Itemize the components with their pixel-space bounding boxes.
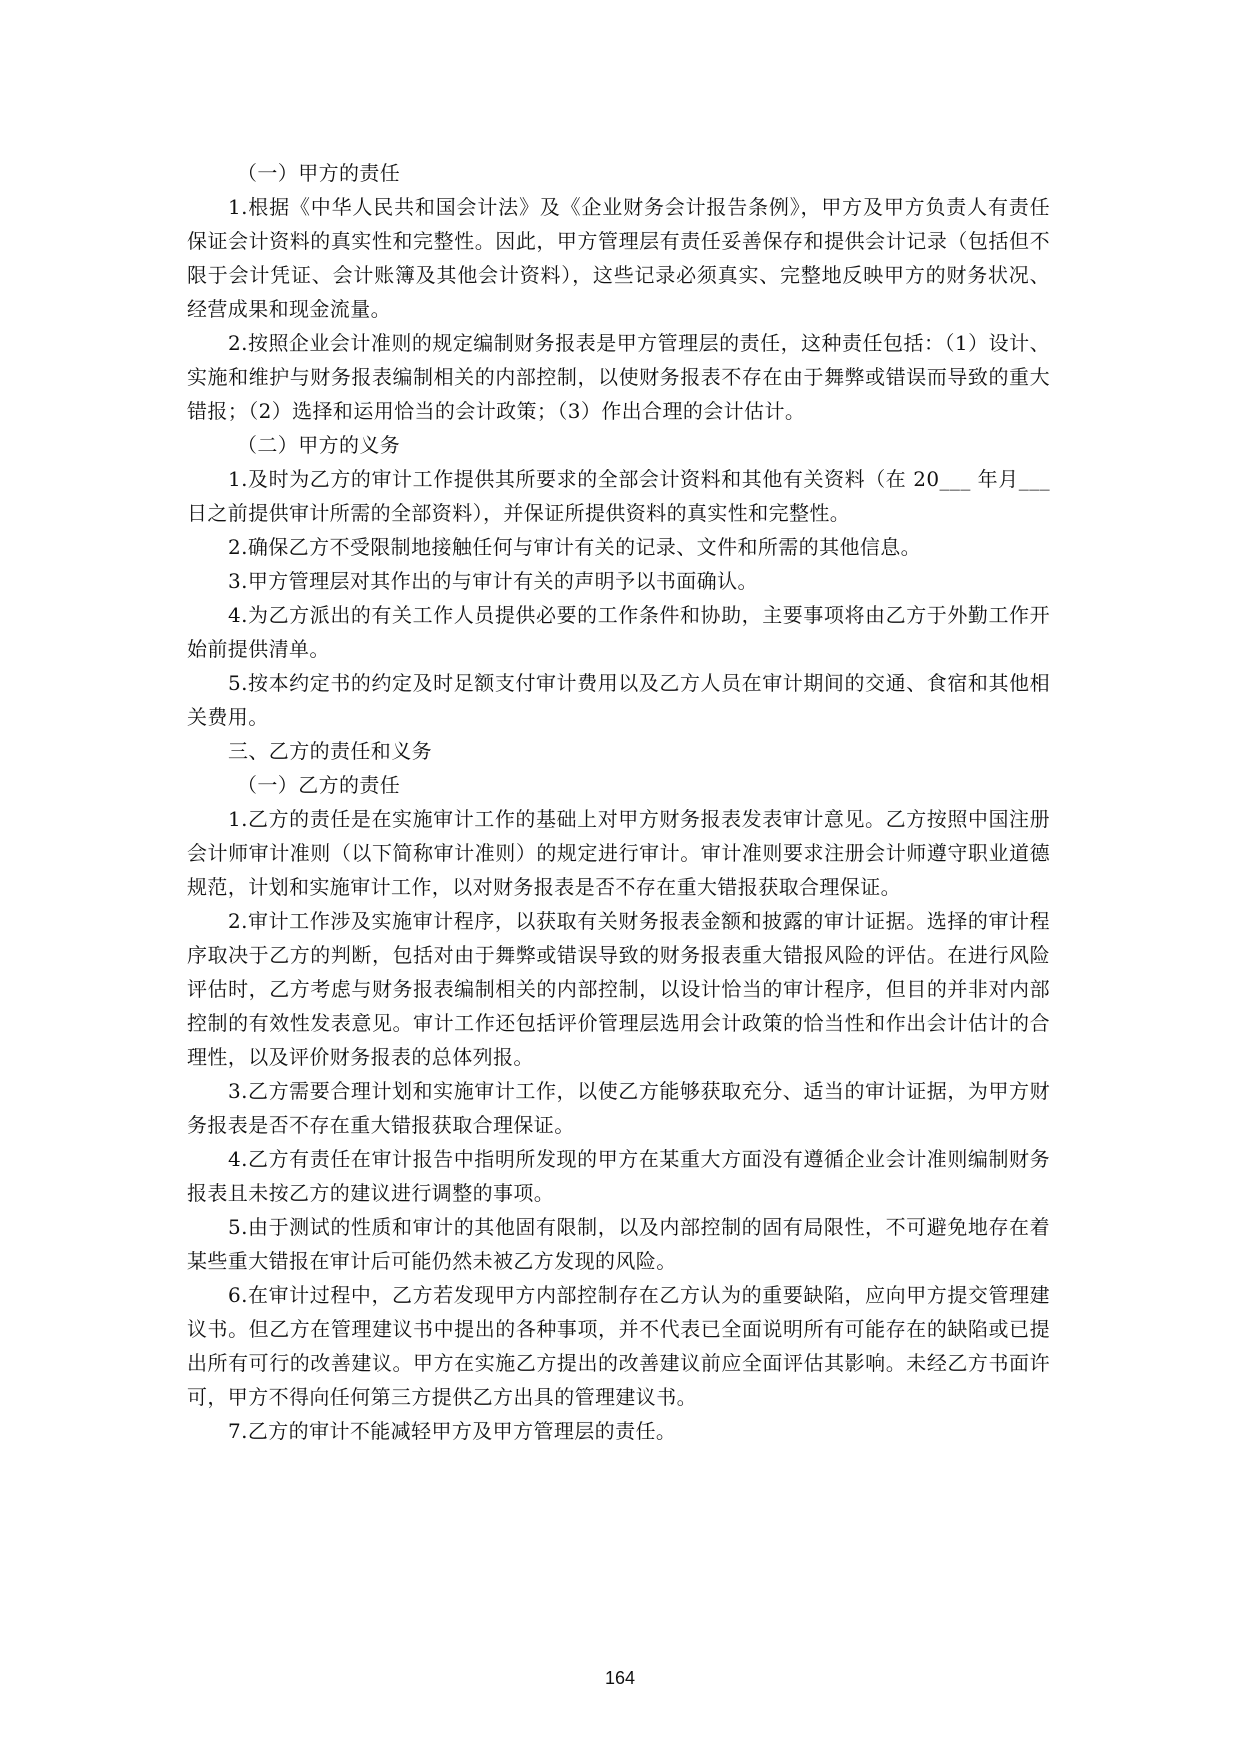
- paragraph: （一）乙方的责任: [237, 773, 401, 797]
- paragraph: 2.确保乙方不受限制地接触任何与审计有关的记录、文件和所需的其他信息。: [228, 535, 922, 559]
- paragraph: （二）甲方的义务: [237, 433, 401, 457]
- paragraph: 3.乙方需要合理计划和实施审计工作，以使乙方能够获取充分、适当的审计证据，为甲方财务报表是否不存在重大错报获取合理保证。: [187, 1079, 1050, 1137]
- paragraph: 4.为乙方派出的有关工作人员提供必要的工作条件和协助，主要事项将由乙方于外勤工作开始前提供清单。: [187, 603, 1050, 661]
- paragraph: 2.审计工作涉及实施审计程序，以获取有关财务报表金额和披露的审计证据。选择的审计程序取决于乙方的判断，包括对由于舞弊或错误导致的财务报表重大错报风险的评估。在进行风险评估时，乙方考虑与财务报表编制相关的内部控制，以设计恰当的审计程序，但目的并非对内部控制的有效性发表意见。审计工作还包括评价管理层选用会计政策的恰当性和作出会计估计的合理性，以及评价财务报表的总体列报。: [187, 909, 1050, 1069]
- paragraph: 三、乙方的责任和义务: [228, 739, 432, 763]
- paragraph: 5.由于测试的性质和审计的其他固有限制，以及内部控制的固有局限性，不可避免地存在着某些重大错报在审计后可能仍然未被乙方发现的风险。: [187, 1215, 1050, 1273]
- paragraph: 2.按照企业会计准则的规定编制财务报表是甲方管理层的责任，这种责任包括：（1）设计、实施和维护与财务报表编制相关的内部控制，以使财务报表不存在由于舞弊或错误而导致的重大错报；（2）选择和运用恰当的会计政策；（3）作出合理的会计估计。: [187, 331, 1050, 423]
- paragraph: 1.乙方的责任是在实施审计工作的基础上对甲方财务报表发表审计意见。乙方按照中国注册会计师审计准则（以下简称审计准则）的规定进行审计。审计准则要求注册会计师遵守职业道德规范，计划和实施审计工作，以对财务报表是否不存在重大错报获取合理保证。: [187, 807, 1050, 899]
- paragraph: 6.在审计过程中，乙方若发现甲方内部控制存在乙方认为的重要缺陷，应向甲方提交管理建议书。但乙方在管理建议书中提出的各种事项，并不代表已全面说明所有可能存在的缺陷或已提出所有可行的改善建议。甲方在实施乙方提出的改善建议前应全面评估其影响。未经乙方书面许可，甲方不得向任何第三方提供乙方出具的管理建议书。: [187, 1283, 1050, 1409]
- paragraph: 4.乙方有责任在审计报告中指明所发现的甲方在某重大方面没有遵循企业会计准则编制财务报表且未按乙方的建议进行调整的事项。: [187, 1147, 1050, 1205]
- paragraph: 3.甲方管理层对其作出的与审计有关的声明予以书面确认。: [228, 569, 758, 593]
- paragraph: 1.及时为乙方的审计工作提供其所要求的全部会计资料和其他有关资料（在 20___ 年月___日之前提供审计所需的全部资料），并保证所提供资料的真实性和完整性。: [187, 467, 1050, 525]
- paragraph: 1.根据《中华人民共和国会计法》及《企业财务会计报告条例》，甲方及甲方负责人有责任保证会计资料的真实性和完整性。因此，甲方管理层有责任妥善保存和提供会计记录（包括但不限于会计凭证、会计账簿及其他会计资料），这些记录必须真实、完整地反映甲方的财务状况、经营成果和现金流量。: [187, 195, 1050, 321]
- document-body: [187, 156, 1050, 1448]
- paragraph: （一）甲方的责任: [237, 161, 401, 185]
- page-number: 164: [604, 1668, 636, 1688]
- paragraph: 7.乙方的审计不能减轻甲方及甲方管理层的责任。: [228, 1419, 677, 1443]
- paragraph: 5.按本约定书的约定及时足额支付审计费用以及乙方人员在审计期间的交通、食宿和其他相关费用。: [187, 671, 1050, 729]
